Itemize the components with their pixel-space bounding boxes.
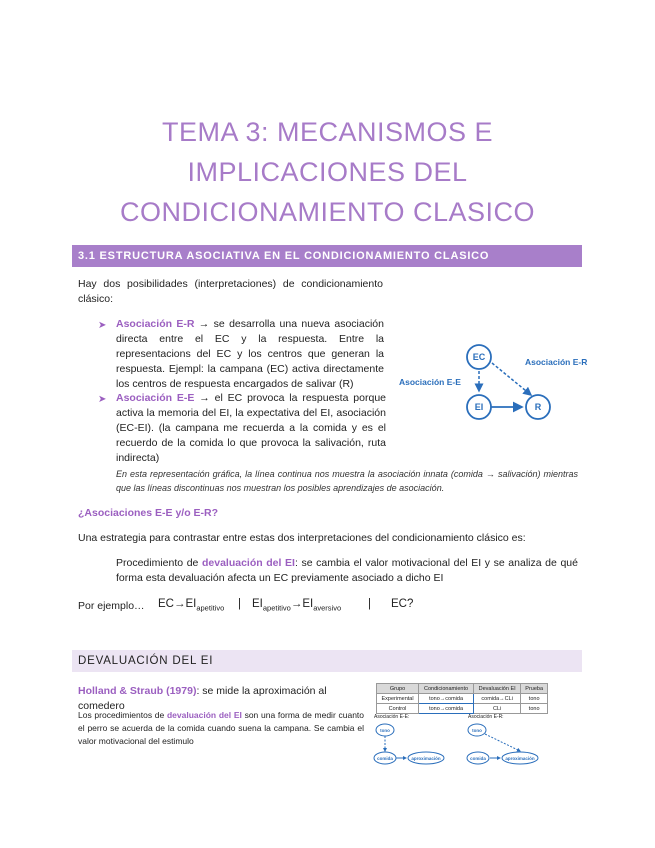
bullet-label: Asociación E-E [116,392,195,404]
devaluation-body [78,709,364,748]
bullet-asociacion-ee [116,391,386,466]
bullet-arrow-icon: ➤ [98,394,107,405]
reference-text: : se mide la aproximación al comedero [78,685,327,712]
table-header-cell: Condicionamiento [419,684,474,694]
label-asociacion-ee: Asociación E-E [399,377,461,387]
bullet-asociacion-er [116,317,384,392]
table-cell: Experimental [377,694,419,704]
formula-part: EC→EI [158,598,197,610]
bullet-text: → el EC provoca la respuesta porque activa la memoria del EI, la expectativa del EI, asociación (EC-EI). (la campana me recuerda a la comida y es el recuerdo de la comida lo que provoca la salivación, ruta indirecta) [116,392,386,464]
body-post: son una forma de medir cuanto el perro se acuerda de la comida cuando suena la campana. Se cambia el valor motivacional del estimulo [78,710,365,746]
label-asociacion-er: Asociación E-R [525,357,588,367]
mini-left-label: Asociación E-E: [374,714,410,720]
formula-separator: | [368,598,371,610]
bullet-text: → se desarrolla una nueva asociación directa entre el EC y la respuesta. Entre la representacions del EC y los centros que generan la respuesta. Ejempl: la campana (EC) activa directamente los centros de respuesta encargados de salivar (R) [116,318,384,390]
table-cell: tono [521,704,548,714]
table-cell: CLi [473,704,520,714]
section-heading-devaluacion: DEVALUACIÓN DEL EI [72,650,582,672]
table-cell: tono→comida [419,704,474,714]
title-line-3: CONDICIONAMIENTO CLASICO [119,197,536,227]
formula-sub: apetitivo [262,603,291,613]
body-pre: Los procedimientos de [78,710,167,720]
mini-node-label: tono [380,728,390,733]
mini-node-label: tono [472,728,482,733]
table-header-cell: Prueba [521,684,548,694]
table-header-row [377,684,548,694]
section-heading-3-1: 3.1 ESTRUCTURA ASOCIATIVA EN EL CONDICIONAMIENTO CLASICO [72,245,582,267]
experiment-table [376,683,548,714]
example-formula-3: EC? [391,598,414,610]
node-ei-label: EI [474,402,484,412]
example-formula-1 [158,598,224,612]
mini-node-label: comida [377,756,393,761]
formula-part: →EI [290,598,314,610]
table-header-cell: Grupo [377,684,419,694]
mini-node-label: aproximación [411,756,441,761]
table-header-cell: Devaluación EI [473,684,520,694]
dashed-ec-r-link [492,363,531,395]
procedure-pre: Procedimiento de [116,557,202,569]
example-formula-2 [252,598,341,612]
question-heading: ¿Asociaciones E-E y/o E-R? [78,507,219,519]
mini-node-label: aproximación [505,756,535,761]
bullet-label: Asociación E-R [116,318,195,330]
table-cell: tono→comida [419,694,474,704]
table-row [377,694,548,704]
node-ec-label: EC [472,352,486,362]
procedure-text [116,556,578,586]
formula-separator: | [238,598,241,610]
formula-sub: aversivo [313,603,342,613]
association-diagram [395,335,595,425]
body-term: devaluación del EI [166,710,242,720]
reference-name: Holland & Straub (1979) [78,685,197,697]
title-line-1: TEMA 3: MECANISMOS E [161,117,494,147]
table-cell: Control [377,704,419,714]
example-label: Por ejemplo… [78,600,145,612]
procedure-post: : se cambia el valor motivacional del EI y se analiza de qué forma esta devaluación afecta un EC previamente asociado a dicho EI [116,557,578,584]
mini-diagrams [372,712,552,772]
mini-node-label: comida [470,756,486,761]
table-cell: comida→CLi [473,694,520,704]
intro-paragraph: Hay dos posibilidades (interpretaciones) de condicionamiento clásico: [78,278,383,305]
title-line-2: IMPLICACIONES DEL [187,157,468,187]
node-r-label: R [534,402,542,412]
formula-sub: apetitivo [196,603,225,613]
diagram-note: En esta representación gráfica, la línea continua nos muestra la asociación innata (comida → salivación) mientras que las líneas discontinuas nos muestran los posibles aprendizajes de asociación. [116,469,578,493]
mini-right-label: Asociación E-R: [468,714,504,720]
table-cell: tono [521,694,548,704]
page-title [60,112,595,232]
bullet-arrow-icon: ➤ [98,320,107,331]
mini-right-dashed-link [485,734,520,751]
procedure-term: devaluación del EI [201,557,295,569]
formula-part: EI [252,598,263,610]
strategy-text: Una estrategia para contrastar entre estas dos interpretaciones del condicionamiento clásico es: [78,532,526,544]
